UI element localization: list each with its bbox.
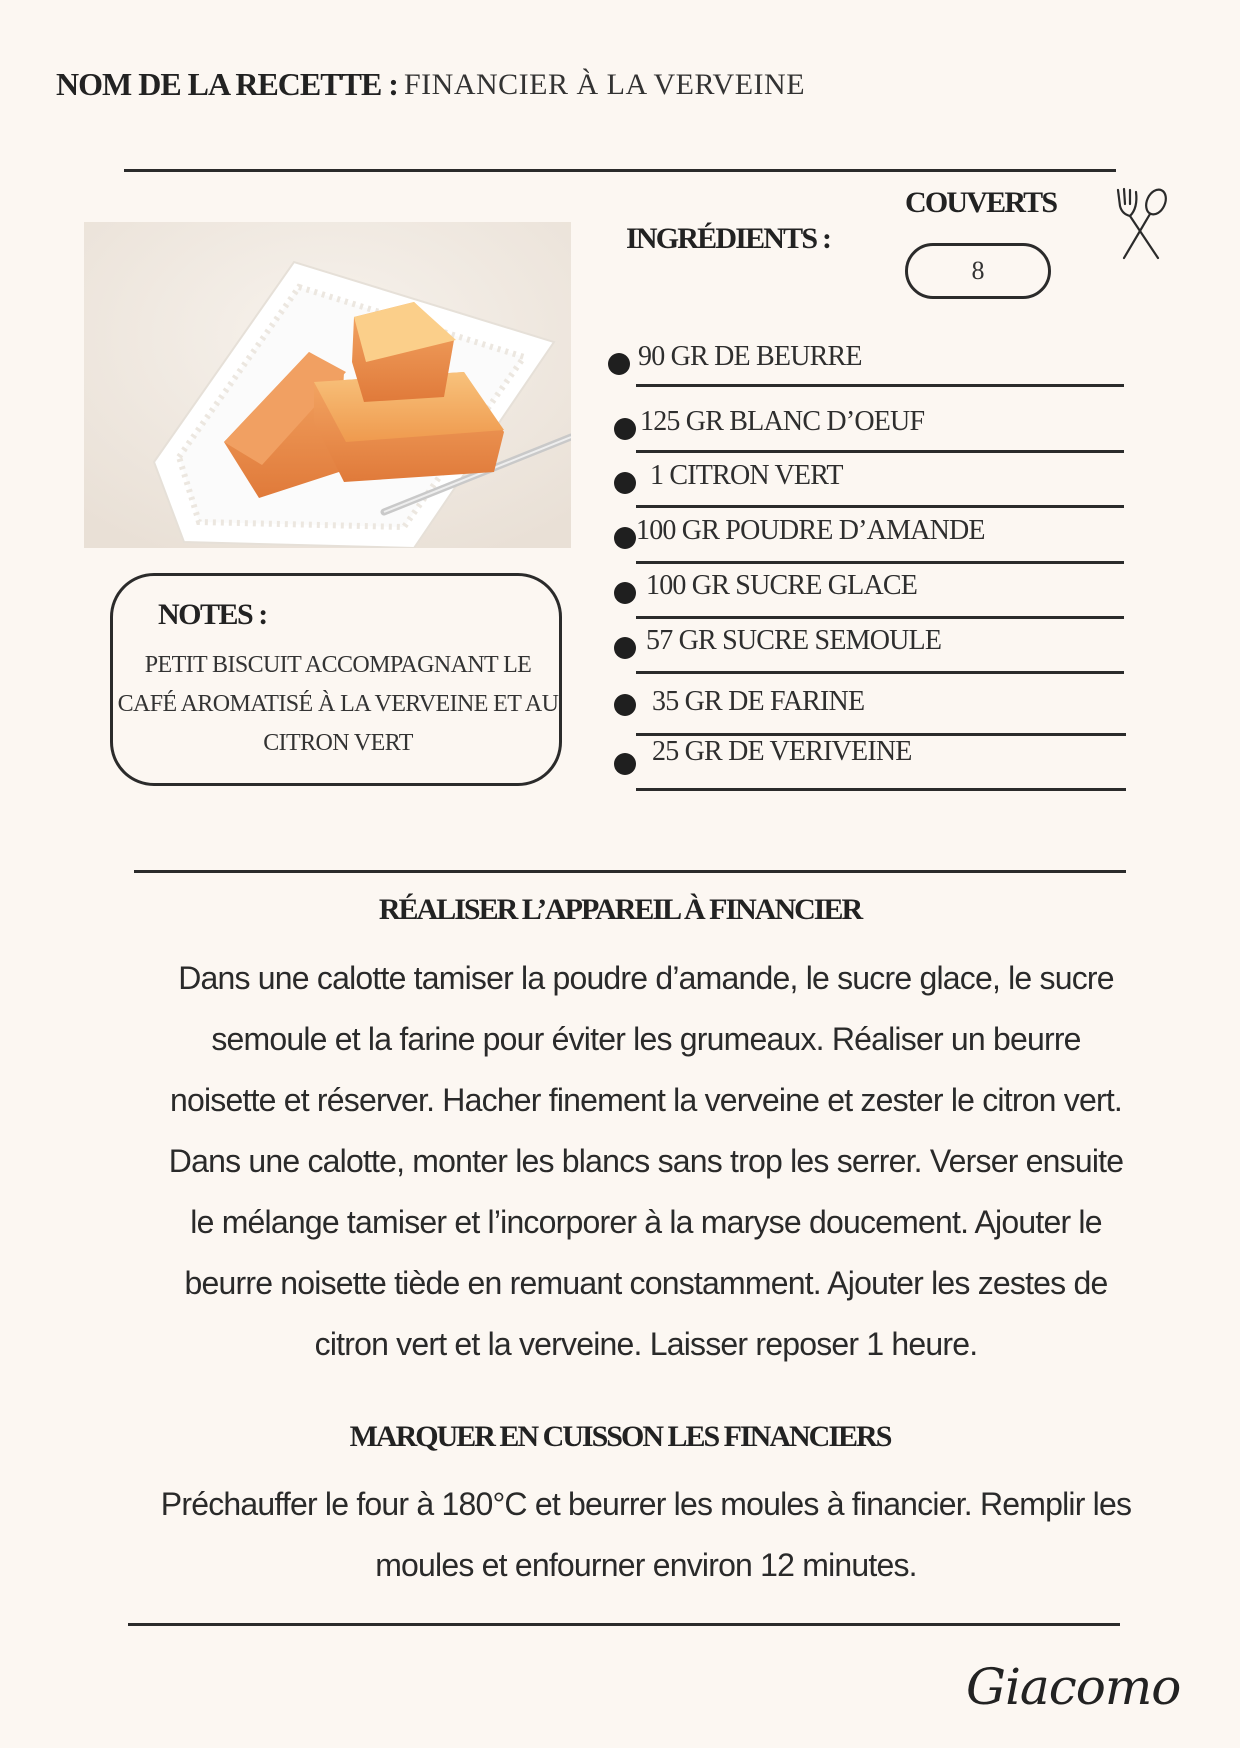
step-line: Dans une calotte, monter les blancs sans trop les serrer. Verser ensuite bbox=[168, 1143, 1124, 1179]
ingredient-item: 25 GR DE VERIVEINE bbox=[652, 736, 912, 767]
step-line: citron vert et la verveine. Laisser reposer 1 heure. bbox=[314, 1326, 978, 1362]
step-line: beurre noisette tiède en remuant constamment. Ajouter les zestes de bbox=[184, 1265, 1108, 1301]
ingredients-label: INGRÉDIENTS : bbox=[626, 222, 831, 255]
ingredient-bullet bbox=[614, 694, 636, 716]
notes-line: CAFÉ AROMATISÉ À LA VERVEINE ET AU bbox=[117, 691, 559, 717]
ingredient-underline bbox=[636, 788, 1126, 791]
notes-text bbox=[98, 646, 578, 763]
couverts-label: COUVERTS bbox=[905, 186, 1057, 219]
step-text bbox=[118, 1474, 1174, 1596]
step-line: le mélange tamiser et l’incorporer à la maryse doucement. Ajouter le bbox=[190, 1204, 1102, 1240]
footer-divider bbox=[128, 1623, 1120, 1626]
signature: Giacomo bbox=[966, 1658, 1181, 1716]
ingredient-item: 57 GR SUCRE SEMOULE bbox=[646, 625, 942, 656]
ingredient-item: 100 GR SUCRE GLACE bbox=[646, 570, 918, 601]
ingredient-bullet bbox=[614, 527, 636, 549]
step-line: Préchauffer le four à 180°C et beurrer les moules à financier. Remplir les bbox=[160, 1486, 1132, 1522]
notes-line: PETIT BISCUIT ACCOMPAGNANT LE bbox=[144, 652, 532, 678]
step-line: noisette et réserver. Hacher finement la verveine et zester le citron vert. bbox=[169, 1082, 1123, 1118]
ingredient-bullet bbox=[614, 637, 636, 659]
ingredient-underline bbox=[636, 384, 1124, 387]
step-line: semoule et la farine pour éviter les grumeaux. Réaliser un beurre bbox=[211, 1021, 1081, 1057]
step-title: MARQUER EN CUISSON LES FINANCIERS bbox=[349, 1420, 891, 1453]
couverts-value: 8 bbox=[905, 243, 1051, 299]
step-title: RÉALISER L’APPAREIL À FINANCIER bbox=[378, 893, 862, 926]
ingredient-item: 35 GR DE FARINE bbox=[652, 686, 865, 717]
ingredient-underline bbox=[636, 671, 1124, 674]
ingredient-bullet bbox=[614, 418, 636, 440]
ingredient-item: 100 GR POUDRE D’AMANDE bbox=[636, 515, 985, 546]
header-divider bbox=[124, 169, 1116, 172]
ingredient-bullet bbox=[614, 582, 636, 604]
step-line: Dans une calotte tamiser la poudre d’amande, le sucre glace, le sucre bbox=[178, 960, 1114, 996]
ingredient-bullet bbox=[608, 353, 630, 375]
ingredient-bullet bbox=[614, 472, 636, 494]
cutlery-icon bbox=[1112, 186, 1172, 262]
notes-line: CITRON VERT bbox=[263, 730, 413, 756]
steps-divider bbox=[134, 870, 1126, 873]
recipe-title: FINANCIER À LA VERVEINE bbox=[404, 68, 806, 101]
ingredient-underline bbox=[636, 616, 1124, 619]
title-label: NOM DE LA RECETTE : bbox=[56, 66, 398, 102]
notes-label: NOTES : bbox=[158, 598, 267, 631]
ingredient-bullet bbox=[614, 753, 636, 775]
step-line: moules et enfourner environ 12 minutes. bbox=[375, 1547, 917, 1583]
recipe-photo bbox=[84, 222, 571, 548]
ingredient-underline bbox=[636, 561, 1124, 564]
ingredient-item: 125 GR BLANC D’OEUF bbox=[640, 406, 925, 437]
ingredient-underline bbox=[636, 450, 1124, 453]
step-text bbox=[118, 948, 1174, 1375]
ingredient-item: 90 GR DE BEURRE bbox=[638, 341, 862, 372]
ingredient-underline bbox=[636, 505, 1124, 508]
ingredient-item: 1 CITRON VERT bbox=[650, 460, 843, 491]
